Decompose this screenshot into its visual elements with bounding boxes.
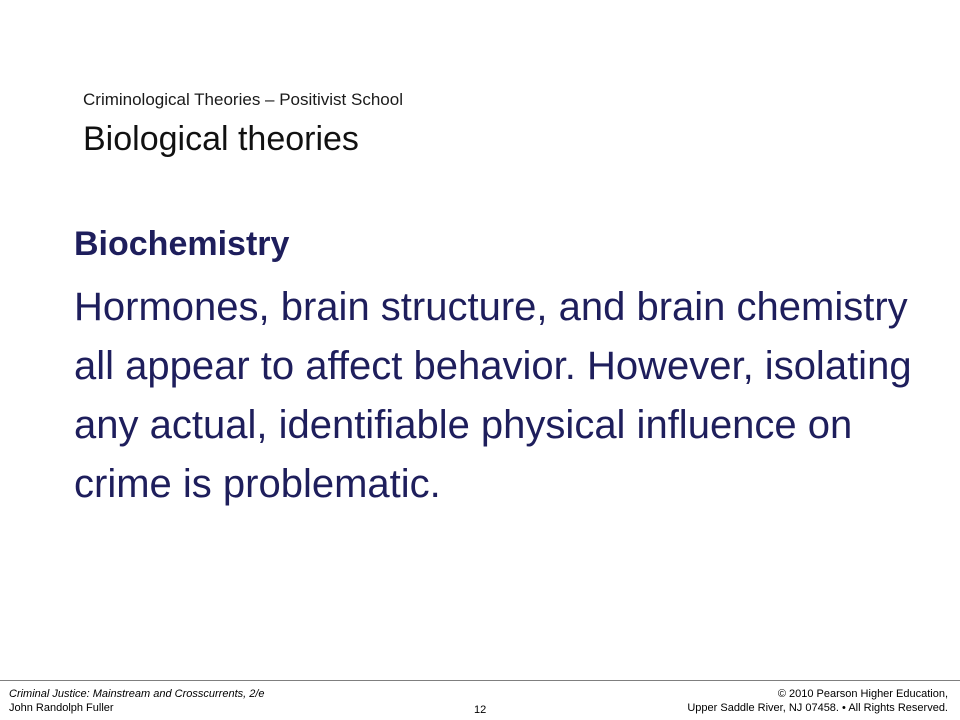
slide-title: Biological theories	[83, 120, 359, 158]
footer-copyright-line2: Upper Saddle River, NJ 07458. • All Rights Reserved.	[687, 702, 948, 714]
content-body: Hormones, brain structure, and brain chemistry all appear to affect behavior. However, isolating any actual, identifiable physical influence on crime is problematic.	[74, 285, 912, 506]
footer-book-title: Criminal Justice: Mainstream and Crosscurrents, 2/e	[9, 688, 265, 700]
footer-divider	[0, 680, 960, 681]
footer-copyright	[687, 687, 948, 715]
footer-author: John Randolph Fuller	[9, 702, 114, 714]
slide-subtitle: Criminological Theories – Positivist School	[83, 90, 403, 109]
content-heading: Biochemistry	[74, 225, 290, 263]
slide-content	[74, 222, 914, 514]
footer-copyright-line1: © 2010 Pearson Higher Education,	[777, 688, 948, 700]
footer-page-number: 12	[474, 704, 487, 716]
footer-book-info	[9, 687, 265, 715]
